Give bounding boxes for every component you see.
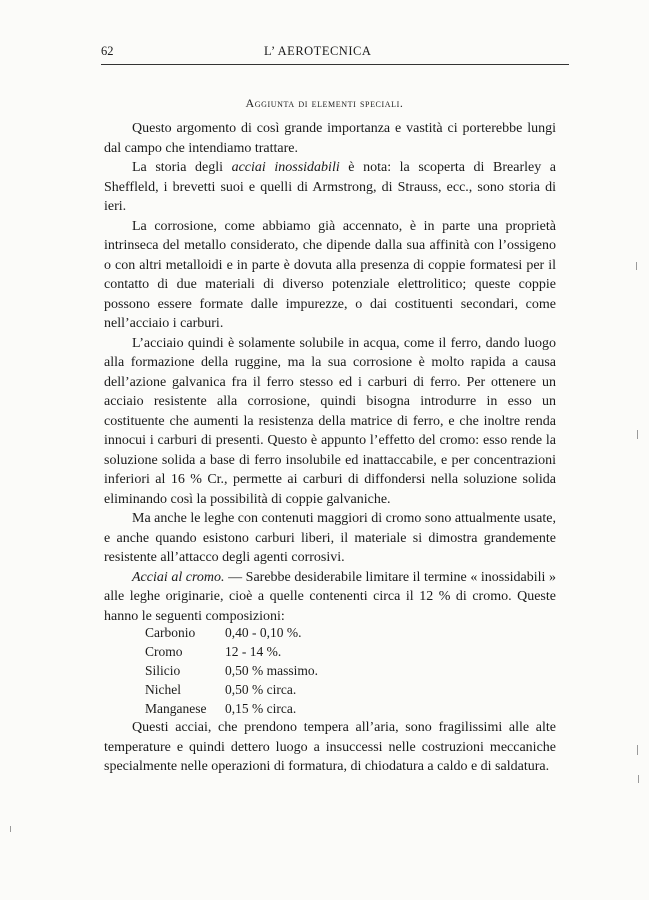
body-text (104, 119, 556, 626)
element-value: 0,50 % massimo. (225, 663, 318, 678)
scan-artifact (10, 826, 11, 832)
table-row (145, 699, 324, 718)
paragraph-history (104, 158, 556, 217)
table-row (145, 642, 324, 661)
section-heading: Aggiunta di elementi speciali. (245, 96, 404, 110)
history-text-start: La storia degli (132, 160, 232, 175)
running-title: L’ AEROTECNICA (264, 44, 372, 58)
closing-text (104, 718, 556, 777)
chromium-steels-text: — Sarebbe desiderabile limitare il termine « inossidabili » alle leghe originarie, cioè a quelle contenenti circa il 12 % di cromo. Queste hanno le seguenti composizioni: (104, 569, 557, 624)
paragraph-high-chromium: Ma anche le leghe con contenuti maggiori di cromo sono attualmente usate, e anche quando esistono carburi liberi, il materiale si dimostra grandemente resistente all’attacco degli agenti corrosivi. (104, 511, 556, 565)
stainless-steel-term: acciai inossidabili (231, 160, 340, 175)
element-value: 12 - 14 %. (225, 644, 282, 659)
element-value: 0,40 - 0,10 %. (225, 625, 302, 640)
element-value: 0,50 % circa. (225, 682, 297, 697)
table-row (145, 680, 324, 699)
paragraph-steel-solubility: L’acciaio quindi è solamente solubile in acqua, come il ferro, dando luogo alla formazione della ruggine, ma la sua corrosione è molto rapida a causa dell’azione galvanica fra il ferro stesso ed i carburi di ferro. Per ottenere un acciaio resistente alla corrosione, quindi bisogna introdurre in esso un costituente che aumenti la resistenza della matrice di ferro, e che inoltre renda innocui i carburi di presenti. Questo è appunto l’effetto del cromo: esso rende la soluzione solida a base di ferro insolubile ed inattaccabile, e per concentrazioni inferiori al 16 % Cr., permette ai carburi di diffondersi nella soluzione solida eliminando così la possibilità di coppie galvaniche. (104, 335, 556, 507)
history-text-end: è nota: la scoperta di Brearley a Sheffleld, i brevetti suoi e quelli di Armstrong, di Strauss, ecc., sono storia di ieri. (104, 160, 557, 214)
scan-artifact (637, 430, 638, 439)
paragraph-conclusion: Questi acciai, che prendono tempera all’aria, sono fragilissimi alle alte temperature e quindi dettero luogo a insuccessi nelle costruzioni meccaniche specialmente nelle operazioni di formatura, di chiodatura a caldo e di saldatura. (104, 720, 556, 774)
element-value: 0,15 % circa. (225, 701, 297, 716)
page-header (101, 44, 569, 62)
header-rule (101, 64, 569, 65)
page-number: 62 (101, 44, 114, 58)
paragraph-chromium-steels (104, 568, 556, 627)
table-row (145, 661, 324, 680)
element-name: Carbonio (145, 625, 196, 640)
scan-artifact (637, 745, 638, 755)
element-name: Cromo (145, 644, 183, 659)
scan-artifact (636, 262, 637, 270)
element-name: Manganese (145, 701, 207, 716)
paragraph-corrosion: La corrosione, come abbiamo già accennato, è in parte una proprietà intrinseca del metallo considerato, che dipende dalla sua affinità con l’ossigeno o con altri metalloidi e in parte è dovuta alla presenza di coppie formatesi per il contatto di due materiali di diverso potenziale elettrolitico; queste coppie possono essere formate dalle impurezze, o dai costituenti secondari, come nell’acciaio i carburi. (104, 218, 556, 331)
paragraph-intro: Questo argomento di così grande importanza e vastità ci porterebbe lungi dal campo che intendiamo trattare. (104, 121, 556, 156)
table-row (145, 623, 324, 642)
element-name: Nichel (145, 682, 181, 697)
composition-table (145, 623, 324, 718)
scan-artifact (638, 775, 639, 783)
chromium-steels-heading: Acciai al cromo. (132, 569, 225, 585)
element-name: Silicio (145, 663, 181, 678)
